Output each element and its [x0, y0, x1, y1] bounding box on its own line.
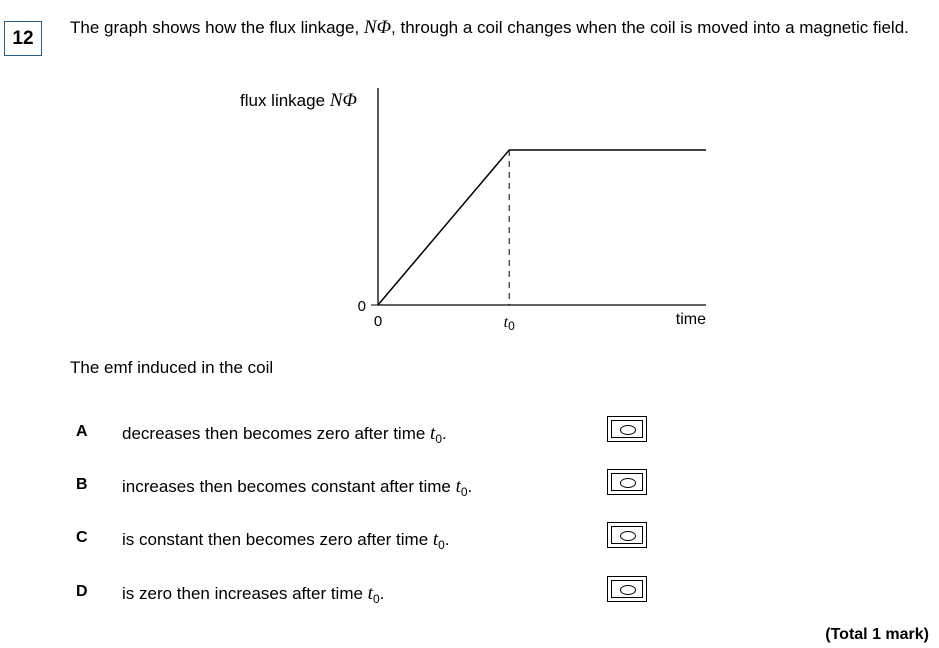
option-c-sub: 0	[438, 538, 445, 552]
x-origin-label: 0	[373, 313, 383, 330]
option-a-letter: A	[76, 423, 88, 440]
option-c-text	[122, 529, 450, 552]
option-d-sub: 0	[372, 592, 380, 606]
option-d-t: t	[367, 583, 373, 604]
option-a-box-inner	[611, 420, 643, 438]
option-b-box-inner	[611, 473, 643, 491]
question-number: 12	[4, 21, 42, 56]
option-d-oval	[620, 585, 636, 595]
flux-linkage-symbol: NΦ	[363, 17, 392, 38]
option-a-body: decreases then becomes zero after time	[122, 424, 431, 443]
flux-line	[378, 150, 706, 305]
option-d-box-inner	[611, 580, 643, 598]
option-d-end: .	[379, 584, 385, 603]
option-c-end: .	[444, 530, 450, 549]
option-a-sub: 0	[435, 432, 443, 446]
option-d-answer-box[interactable]	[607, 576, 647, 602]
x-marker-label-sub: 0	[508, 319, 515, 333]
option-c-body: is constant then becomes zero after time	[122, 530, 433, 549]
option-b-oval	[620, 478, 636, 488]
option-c-letter: C	[76, 529, 88, 546]
option-b-t: t	[455, 476, 461, 497]
option-c-oval	[620, 531, 636, 541]
y-axis-label-symbol: NΦ	[329, 90, 357, 111]
option-d-text	[122, 583, 384, 606]
option-b-letter: B	[76, 476, 88, 493]
option-b-body: increases then becomes constant after time	[122, 477, 456, 496]
option-a-end: .	[442, 424, 447, 443]
y-axis-label	[240, 90, 357, 111]
option-d-letter: D	[76, 583, 88, 600]
x-marker-label-t: t	[503, 314, 509, 331]
stem-text-end: , through a coil changes when the coil is moved into a magnetic field.	[391, 18, 909, 37]
option-c-box-inner	[611, 526, 643, 544]
x-marker-label-t0	[504, 314, 515, 333]
option-a-text	[122, 423, 447, 446]
option-d-body: is zero then increases after time	[122, 584, 368, 603]
option-c-answer-box[interactable]	[607, 522, 647, 548]
option-a-answer-box[interactable]	[607, 416, 647, 442]
option-b-answer-box[interactable]	[607, 469, 647, 495]
question-prompt: The emf induced in the coil	[70, 358, 274, 377]
x-axis-label: time	[675, 311, 706, 328]
option-b-text	[122, 476, 472, 499]
option-b-end: .	[467, 477, 473, 496]
option-a-t: t	[430, 423, 436, 444]
stem-text-start: The graph shows how the flux linkage,	[70, 18, 364, 37]
y-tick-label-zero: 0	[357, 298, 366, 315]
y-axis-label-text: flux linkage	[240, 91, 330, 110]
option-a-oval	[620, 425, 636, 435]
option-c-t: t	[432, 529, 439, 550]
total-marks: (Total 1 mark)	[825, 626, 929, 643]
option-b-sub: 0	[460, 485, 468, 499]
